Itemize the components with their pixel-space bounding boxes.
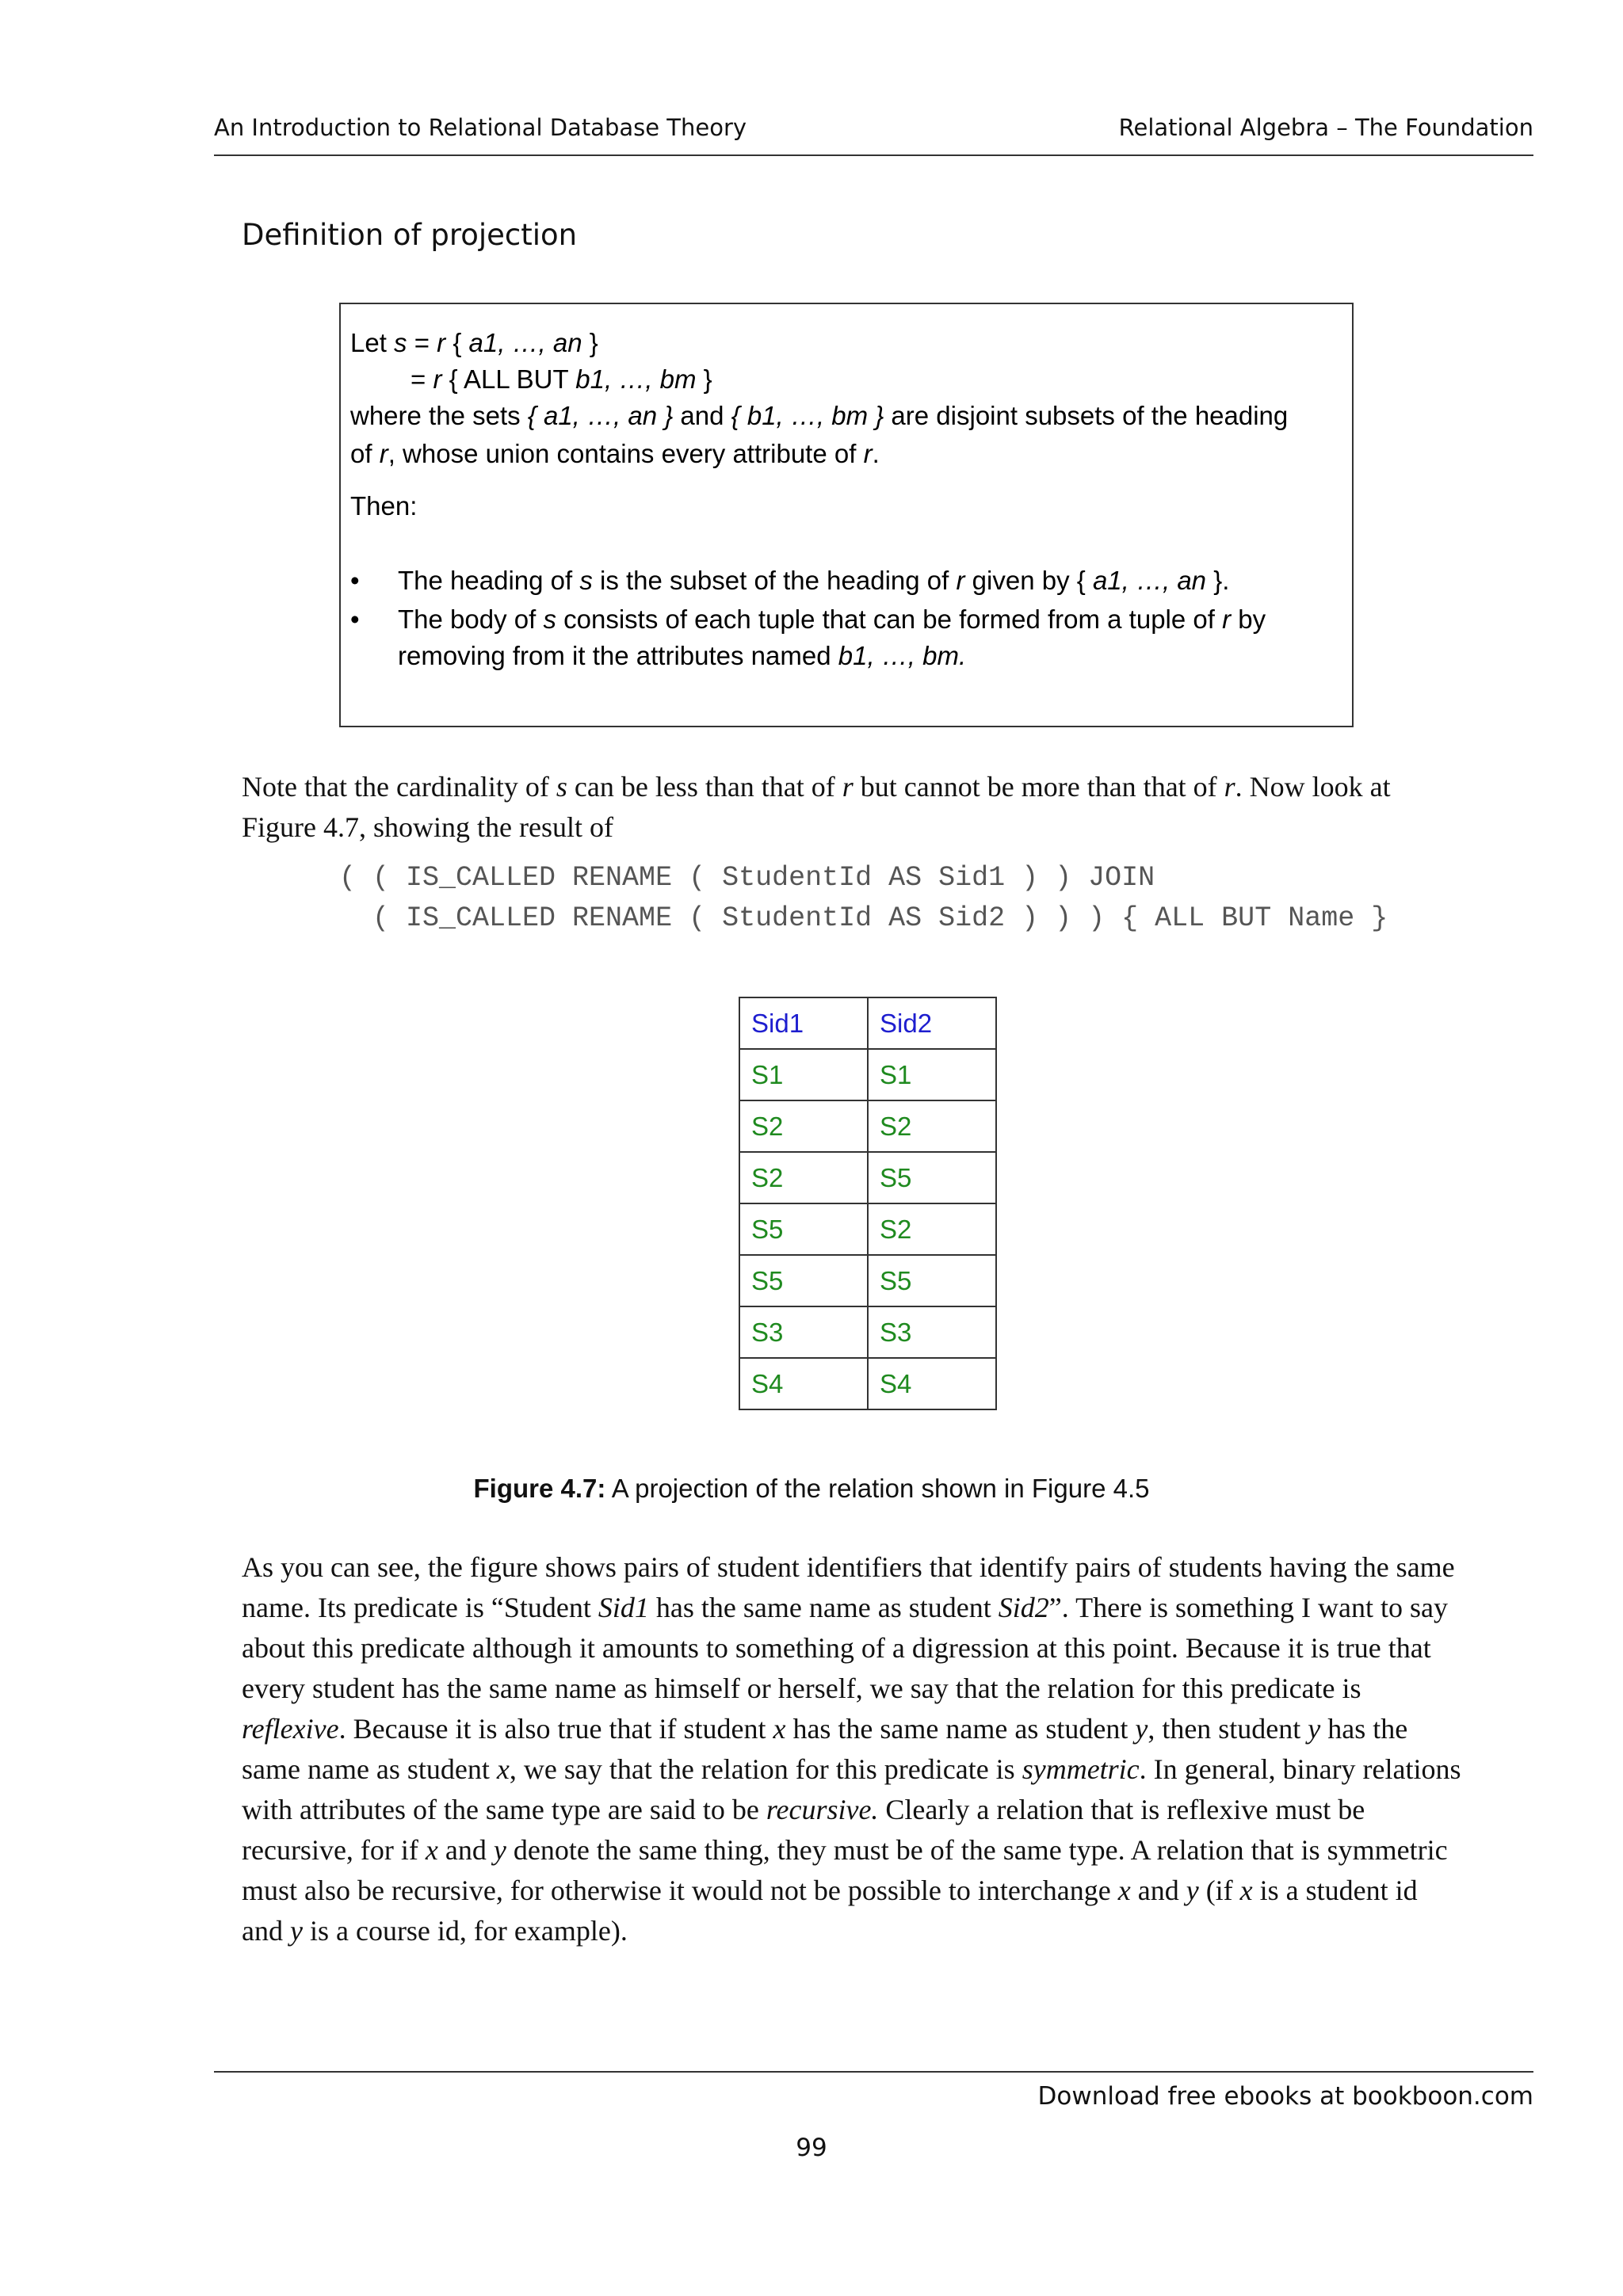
page-number: 99 xyxy=(796,2134,827,2162)
definition-line-4: of r, whose union contains every attribute of r. xyxy=(350,439,880,468)
column-header-sid1: Sid1 xyxy=(739,997,868,1049)
table-cell: S4 xyxy=(739,1358,868,1409)
table-cell: S3 xyxy=(739,1306,868,1358)
table-row xyxy=(739,1152,996,1203)
paragraph-cardinality-note: Note that the cardinality of s can be less than that of r but cannot be more than that of r. Now look at Figure 4.7, showing the result of xyxy=(242,771,1391,843)
table-cell: S1 xyxy=(739,1049,868,1100)
table-row xyxy=(739,1358,996,1409)
table-cell: S2 xyxy=(739,1100,868,1152)
table-row xyxy=(739,1306,996,1358)
definition-line-1: Let s = r { a1, …, an } xyxy=(350,328,598,357)
table-cell: S2 xyxy=(868,1203,996,1255)
book-title: An Introduction to Relational Database Theory xyxy=(214,114,747,141)
table-cell: S5 xyxy=(868,1255,996,1306)
table-cell: S1 xyxy=(868,1049,996,1100)
figure-label: Figure 4.7: xyxy=(473,1474,606,1503)
figure-caption xyxy=(0,1474,1623,1504)
definition-line-3: where the sets { a1, …, an } and { b1, …, bm } are disjoint subsets of the heading xyxy=(350,401,1289,430)
chapter-title: Relational Algebra – The Foundation xyxy=(1118,114,1533,141)
code-line-1: ( ( IS_CALLED RENAME ( StudentId AS Sid1 ) ) JOIN xyxy=(339,862,1155,894)
paragraph-reflexive-symmetric: As you can see, the figure shows pairs of student identifiers that identify pairs of students having the same name. Its predicate is “Student Sid1 has the same name as student Sid2”. There is something I want to say about this predicate although it amounts to something of a digression at this point. Because it is true that every student has the same name as himself or herself, we say that the relation for this predicate is reflexive. Because it is also true that if student x has the same name as student y, then student y has the same name as student x, we say that the relation for this predicate is symmetric. In general, binary relations with attributes of the same type are said to be recursive. Clearly a relation that is reflexive must be recursive, for if x and y denote the same thing, they must be of the same type. A relation that is symmetric must also be recursive, for otherwise it would not be possible to interchange x and y (if x is a student id and y is a course id, for example). xyxy=(242,1551,1461,1947)
table-cell: S3 xyxy=(868,1306,996,1358)
bullet-item-body-continued: removing from it the attributes named b1, …, bm. xyxy=(398,641,967,670)
projection-result-table xyxy=(739,997,997,1410)
footer-divider xyxy=(214,2071,1533,2073)
bookboon-download-link[interactable]: Download free ebooks at bookboon.com xyxy=(1037,2082,1533,2111)
table-header-row xyxy=(739,997,996,1049)
section-heading: Definition of projection xyxy=(242,218,578,252)
code-line-2: ( IS_CALLED RENAME ( StudentId AS Sid2 ) ) ) { ALL BUT Name } xyxy=(339,902,1388,934)
table-cell: S2 xyxy=(868,1100,996,1152)
table-cell: S4 xyxy=(868,1358,996,1409)
table-cell: S5 xyxy=(868,1152,996,1203)
running-header xyxy=(214,111,1533,156)
table-row xyxy=(739,1255,996,1306)
bullet-marker: • xyxy=(350,566,360,595)
definition-box xyxy=(339,303,1354,727)
table-row xyxy=(739,1203,996,1255)
table-row xyxy=(739,1100,996,1152)
definition-line-2: = r { ALL BUT b1, …, bm } xyxy=(411,364,712,394)
table-row xyxy=(739,1049,996,1100)
figure-caption-text: A projection of the relation shown in Figure 4.5 xyxy=(605,1474,1150,1503)
table-cell: S5 xyxy=(739,1203,868,1255)
table-cell: S5 xyxy=(739,1255,868,1306)
table-cell: S2 xyxy=(739,1152,868,1203)
bullet-item-body: The body of s consists of each tuple that can be formed from a tuple of r by xyxy=(398,605,1266,634)
bullet-item-heading: The heading of s is the subset of the heading of r given by { a1, …, an }. xyxy=(398,566,1230,595)
bullet-marker: • xyxy=(350,605,360,634)
definition-then: Then: xyxy=(350,491,418,521)
column-header-sid2: Sid2 xyxy=(868,997,996,1049)
